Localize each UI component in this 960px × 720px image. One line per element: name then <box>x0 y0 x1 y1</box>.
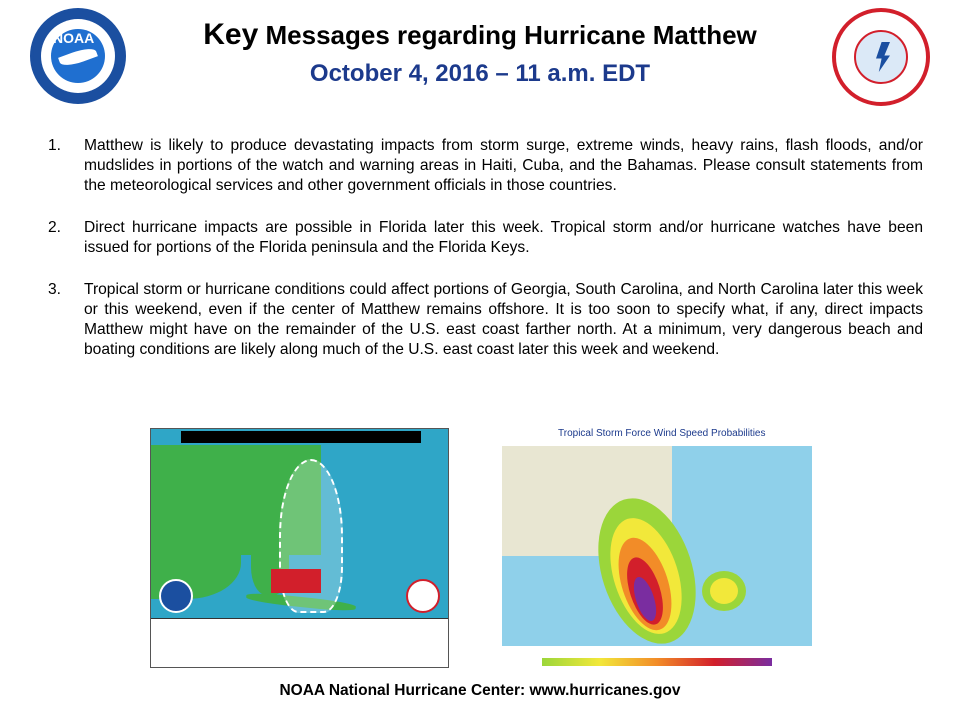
footer-credit: NOAA National Hurricane Center: www.hurricanes.gov <box>279 682 681 699</box>
item-text: Tropical storm or hurricane conditions could affect portions of Georgia, South Carolina, and North Carolina later this week or this weekend, even if the center of Matthew remains offshore. It is too soon to specify what, if any, direct impacts Matthew might have on the remainder of the U.S. east coast farther north. At a minimum, very dangerous beach and boating conditions are likely along much of the U.S. east coast later this week and weekend. <box>84 281 923 358</box>
item-number: 3. <box>48 281 62 298</box>
seagull-icon <box>58 45 98 69</box>
noaa-logo <box>30 8 126 104</box>
map-note-banner <box>181 431 421 443</box>
noaa-logo-label: NOAA <box>53 30 95 46</box>
page-subtitle: October 4, 2016 – 11 a.m. EDT <box>309 60 651 87</box>
map-legend <box>151 618 448 667</box>
page-title <box>130 18 830 52</box>
probability-color-scale <box>542 658 772 666</box>
nws-map-emblem-icon <box>406 579 440 613</box>
item-text: Matthew is likely to produce devastating impacts from storm surge, extreme winds, heavy rains, flash floods, and/or mudslides in portions of the watch and warning areas in Haiti, Cuba, and the Bahamas. Please consult statements from the meteorological services and other government officials in those countries. <box>84 137 923 194</box>
wind-map-plot <box>502 446 812 646</box>
wind-probability-map <box>502 426 812 668</box>
title-key: Key <box>203 18 259 51</box>
item-number: 1. <box>48 137 62 154</box>
list-item <box>48 136 923 196</box>
lightning-bolt-icon <box>876 42 890 72</box>
warning-area <box>271 569 321 593</box>
key-messages-list <box>48 136 923 382</box>
title-rest: Messages regarding Hurricane Matthew <box>258 20 757 50</box>
noaa-map-emblem-icon <box>159 579 193 613</box>
nws-logo-emblem <box>854 30 908 84</box>
offshore-probability-core <box>710 578 738 604</box>
nws-logo <box>832 8 930 106</box>
list-item <box>48 280 923 360</box>
forecast-cone-map <box>150 428 449 668</box>
item-text: Direct hurricane impacts are possible in Florida later this week. Tropical storm and/or hurricane watches have been issued for portions of the Florida peninsula and the Florida Keys. <box>84 219 923 256</box>
wind-map-caption: Tropical Storm Force Wind Speed Probabilities <box>558 428 766 439</box>
item-number: 2. <box>48 219 62 236</box>
list-item <box>48 218 923 258</box>
